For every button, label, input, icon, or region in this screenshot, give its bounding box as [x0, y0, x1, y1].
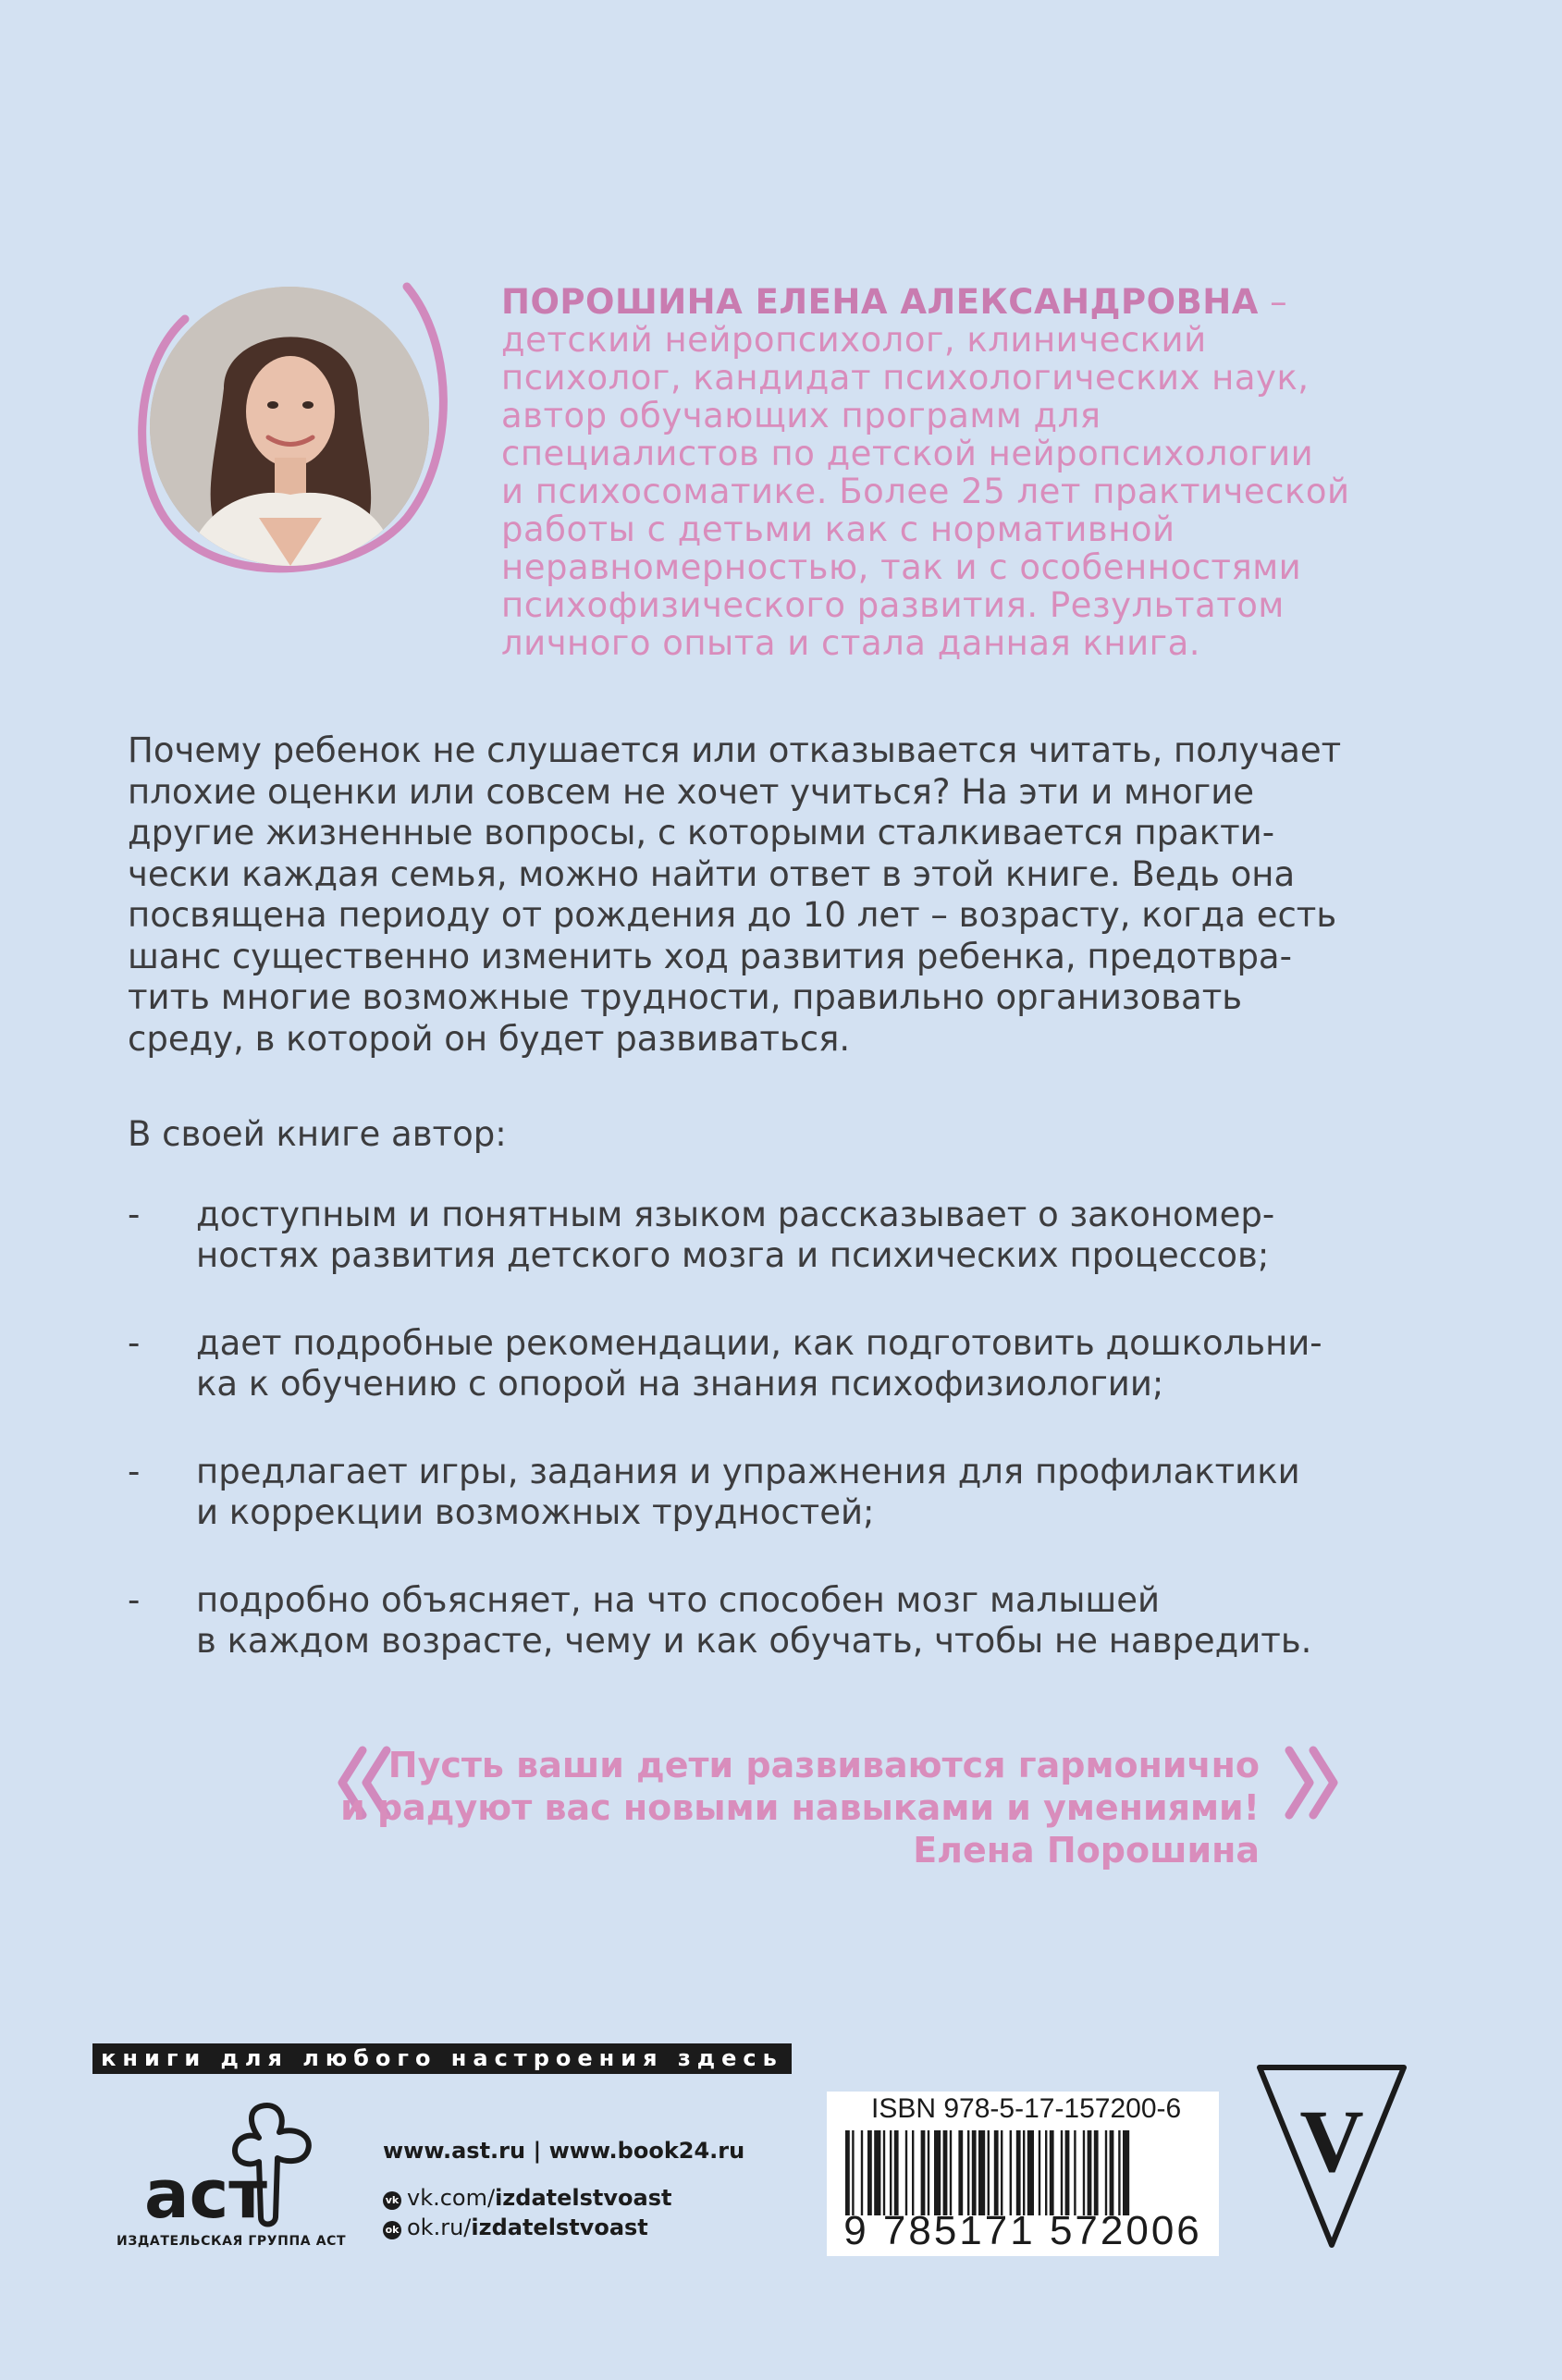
- author-bio-line: специалистов по детской нейропсихологии: [501, 434, 1314, 473]
- ast-logo-text: аст: [144, 2155, 267, 2233]
- barcode-bar: [1110, 2130, 1114, 2215]
- bullet-item: [128, 1580, 1441, 1662]
- author-bio-line: и психосоматике. Более 25 лет практической: [501, 472, 1350, 511]
- intro-line: плохие оценки или совсем не хочет учиться? На эти и многие: [128, 771, 1255, 812]
- intro-line: тить многие возможные трудности, правильно организовать: [128, 977, 1243, 1017]
- barcode-bar: [1023, 2130, 1025, 2215]
- ok-link[interactable]: ok ok.ru/izdatelstvoast: [383, 2214, 648, 2240]
- bullet-item: [128, 1195, 1441, 1276]
- barcode-bar: [988, 2130, 990, 2215]
- barcode-bar: [1016, 2130, 1021, 2215]
- closing-quote: [277, 1744, 1260, 1871]
- barcode-bar: [883, 2130, 885, 2215]
- barcode-bar: [972, 2130, 977, 2215]
- intro-line: чески каждая семья, можно найти ответ в этой книге. Ведь она: [128, 853, 1296, 894]
- bullet-text-line: предлагает игры, задания и упражнения для профилактики: [196, 1452, 1300, 1491]
- websites[interactable]: www.ast.ru | www.book24.ru: [383, 2138, 745, 2164]
- barcode-bar: [1105, 2130, 1107, 2215]
- bullet-dash: -: [128, 1580, 141, 1620]
- bullet-text-line: ка к обучению с опорой на знания психофизиологии;: [196, 1364, 1164, 1404]
- barcode-bar: [912, 2130, 914, 2215]
- barcode-bar: [928, 2130, 929, 2215]
- barcode-bar: [874, 2130, 880, 2215]
- barcode-bar: [1065, 2130, 1070, 2215]
- barcode-bar: [852, 2130, 854, 2215]
- barcode-bar: [958, 2130, 963, 2215]
- barcode-digits: 9 785171 572006: [843, 2208, 1202, 2253]
- bullet-dash: -: [128, 1323, 141, 1363]
- bullet-text-line: в каждом возрасте, чему и как обучать, чтобы не навредить.: [196, 1621, 1312, 1661]
- author-bio-line: психофизического развития. Результатом: [501, 585, 1285, 625]
- barcode-bar: [1039, 2130, 1040, 2215]
- bullet-item: [128, 1323, 1441, 1405]
- bullet-text-line: и коррекции возможных трудностей;: [196, 1492, 875, 1532]
- quote-author: Елена Порошина: [913, 1830, 1260, 1871]
- author-bio-line: детский нейропсихолог, клинический: [501, 320, 1207, 360]
- intro-line: посвящена периоду от рождения до 10 лет – возрасту, когда есть: [128, 895, 1337, 935]
- intro-line: шанс существенно изменить ход развития ребенка, предотвра-: [128, 936, 1292, 976]
- bullets-lead: В своей книге автор:: [128, 1114, 507, 1154]
- vk-icon: vk: [383, 2191, 401, 2210]
- bullet-text-line: дает подробные рекомендации, как подготовить дошкольни-: [196, 1323, 1322, 1363]
- author-photo: [150, 287, 429, 566]
- barcode-bar: [934, 2130, 941, 2215]
- author-bio-line-1: ПОРОШИНА ЕЛЕНА АЛЕКСАНДРОВНА –: [501, 282, 1288, 322]
- barcode: [845, 2130, 1200, 2215]
- barcode-bar: [1001, 2130, 1002, 2215]
- vk-link[interactable]: vk vk.com/izdatelstvoast: [383, 2185, 671, 2211]
- barcode-box: [827, 2092, 1219, 2256]
- quote-line: и радуют вас новыми навыками и умениями!: [340, 1787, 1260, 1828]
- intro-paragraph: [128, 730, 1441, 1060]
- barcode-bar: [845, 2130, 850, 2215]
- barcode-bar: [1094, 2130, 1099, 2215]
- ast-logo: [139, 2097, 333, 2236]
- barcode-bar: [1123, 2130, 1129, 2215]
- barcode-bar: [867, 2130, 872, 2215]
- barcode-bar: [921, 2130, 926, 2215]
- author-photo-frame: [129, 268, 453, 578]
- bullet-text-line: доступным и понятным языком рассказывает о закономер-: [196, 1195, 1275, 1234]
- author-bio: [501, 283, 1426, 662]
- barcode-bar: [950, 2130, 952, 2215]
- author-bio-line: личного опыта и стала данная книга.: [501, 623, 1201, 663]
- author-bio-line: работы с детьми как с нормативной: [501, 509, 1175, 549]
- barcode-bar: [1061, 2130, 1063, 2215]
- barcode-bar: [978, 2130, 985, 2215]
- quote-line: Пусть ваши дети развиваются гармонично: [387, 1745, 1260, 1785]
- barcode-bar: [967, 2130, 969, 2215]
- v-brand-logo: [1256, 2062, 1408, 2249]
- barcode-bar: [890, 2130, 892, 2215]
- barcode-bar: [1027, 2130, 1034, 2215]
- quote-close-icon: [1278, 1736, 1343, 1829]
- author-name: ПОРОШИНА ЕЛЕНА АЛЕКСАНДРОВНА: [501, 282, 1259, 322]
- ok-icon: ok: [383, 2221, 401, 2239]
- bullet-list: [128, 1195, 1441, 1709]
- author-bio-line: психолог, кандидат психологических наук,: [501, 358, 1310, 398]
- barcode-bar: [1118, 2130, 1120, 2215]
- v-brand-letter: V: [1299, 2092, 1364, 2190]
- bullet-text-line: ностях развития детского мозга и психических процессов;: [196, 1235, 1270, 1275]
- barcode-bar: [1083, 2130, 1085, 2215]
- intro-line: среду, в которой он будет развиваться.: [128, 1018, 851, 1059]
- barcode-bar: [1074, 2130, 1076, 2215]
- bullet-item: [128, 1452, 1441, 1533]
- slogan-bar: книги для любого настроения здесь: [92, 2043, 792, 2074]
- barcode-bar: [943, 2130, 948, 2215]
- author-bio-line: неравномерностью, так и с особенностями: [501, 547, 1302, 587]
- bullet-text-line: подробно объясняет, на что способен мозг малышей: [196, 1580, 1161, 1620]
- barcode-bar: [905, 2130, 907, 2215]
- barcode-bar: [994, 2130, 999, 2215]
- publisher-name: ИЗДАТЕЛЬСКАЯ ГРУППА АСТ: [117, 2234, 347, 2249]
- author-bio-line: автор обучающих программ для: [501, 396, 1101, 436]
- barcode-bar: [1045, 2130, 1047, 2215]
- intro-line: другие жизненные вопросы, с которыми сталкивается практи-: [128, 813, 1275, 853]
- barcode-bar: [861, 2130, 863, 2215]
- barcode-bar: [1050, 2130, 1054, 2215]
- isbn-text: ISBN 978-5-17-157200-6: [871, 2093, 1182, 2124]
- barcode-bar: [1088, 2130, 1092, 2215]
- bullet-dash: -: [128, 1452, 141, 1491]
- bullet-dash: -: [128, 1195, 141, 1234]
- intro-line: Почему ребенок не слушается или отказывается читать, получает: [128, 730, 1342, 770]
- barcode-bar: [1010, 2130, 1012, 2215]
- barcode-bar: [894, 2130, 899, 2215]
